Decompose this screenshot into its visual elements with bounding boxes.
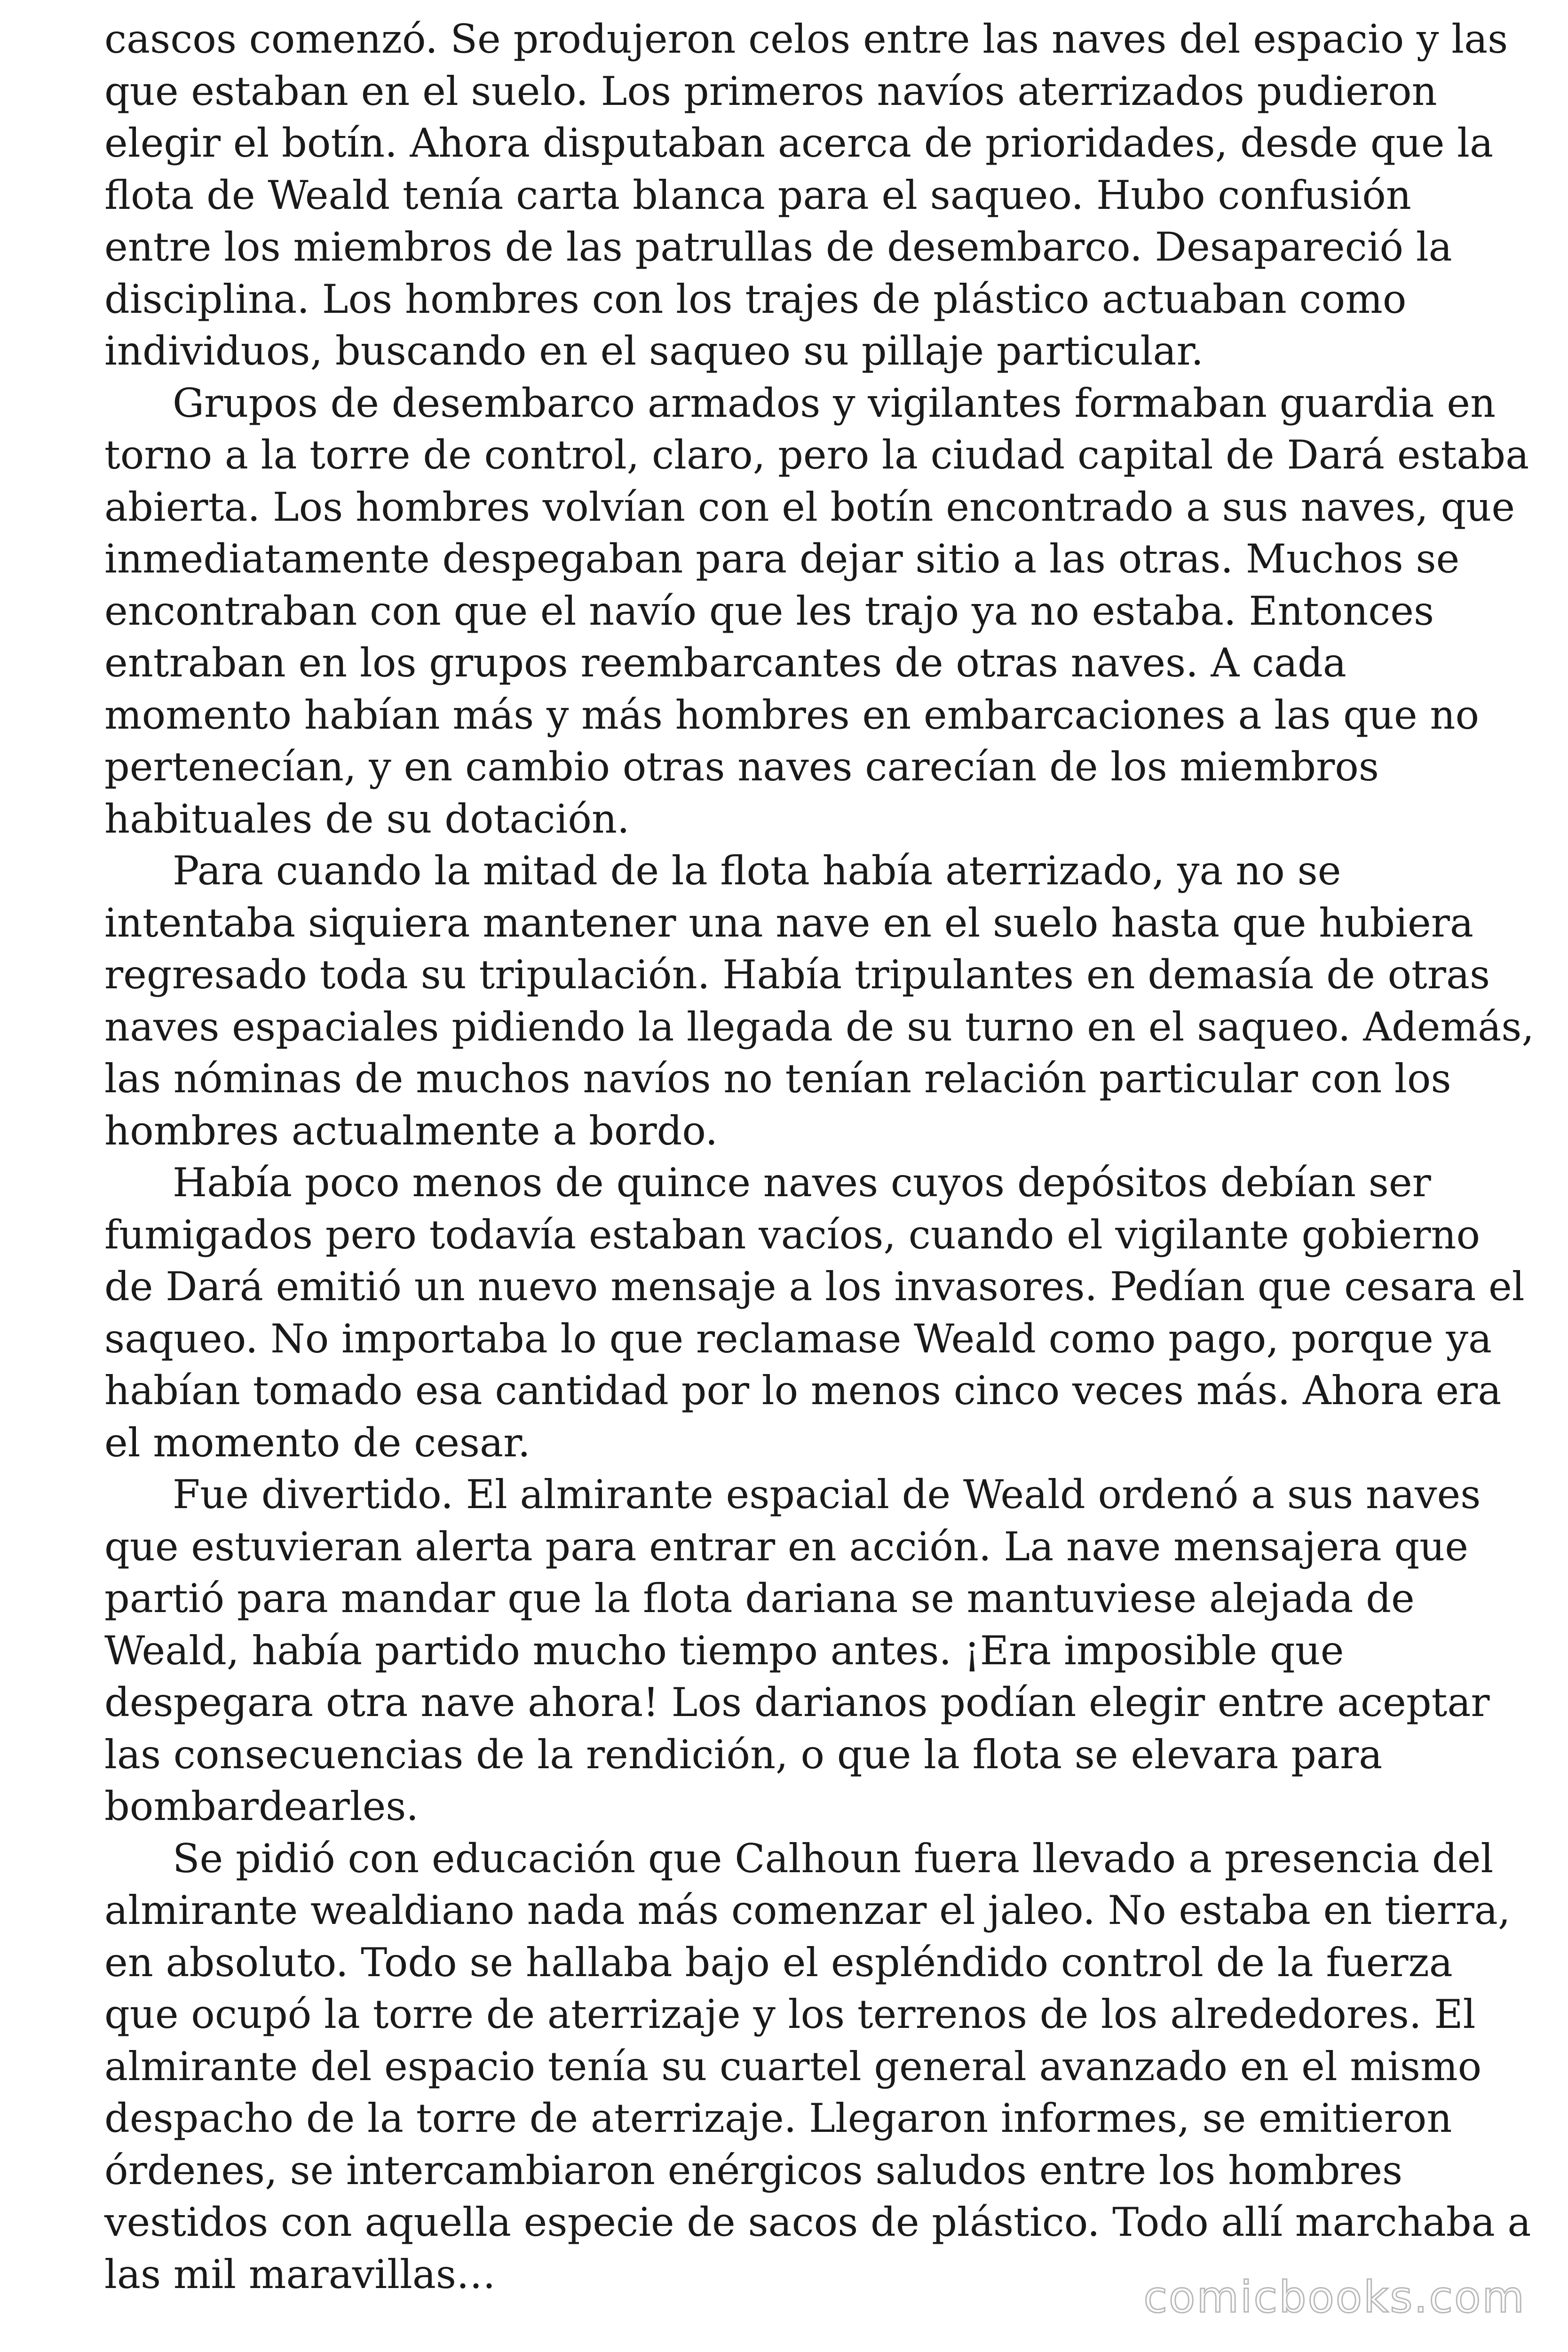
text-line: torno a la torre de control, claro, pero la ciudad capital de Dará estaba: [104, 432, 1529, 478]
text-line: Grupos de desembarco armados y vigilantes formaban guardia en: [173, 380, 1496, 426]
text-line: habían tomado esa cantidad por lo menos cinco veces más. Ahora era: [104, 1367, 1502, 1414]
text-line: entraban en los grupos reembarcantes de otras naves. A cada: [104, 640, 1346, 686]
text-line: de Dará emitió un nuevo mensaje a los invasores. Pedían que cesara el: [104, 1263, 1525, 1310]
text-line: que estaban en el suelo. Los primeros navíos aterrizados pudieron: [104, 68, 1437, 114]
watermark: comicbooks.com: [1143, 2272, 1526, 2322]
text-line: vestidos con aquella especie de sacos de plástico. Todo allí marchaba a: [104, 2199, 1531, 2245]
text-line: individuos, buscando en el saqueo su pillaje particular.: [104, 328, 1204, 374]
text-line: entre los miembros de las patrullas de desembarco. Desapareció la: [104, 224, 1452, 270]
text-line: elegir el botín. Ahora disputaban acerca de prioridades, desde que la: [104, 120, 1494, 166]
paragraph-2: [104, 377, 1529, 845]
text-line: que ocupó la torre de aterrizaje y los terrenos de los alrededores. El: [104, 1991, 1476, 2037]
text-line: momento habían más y más hombres en embarcaciones a las que no: [104, 691, 1480, 738]
text-line: despacho de la torre de aterrizaje. Llegaron informes, se emitieron: [104, 2095, 1452, 2141]
text-line: bombardearles.: [104, 1783, 419, 1829]
text-line: el momento de cesar.: [104, 1419, 531, 1466]
text-line: en absoluto. Todo se hallaba bajo el espléndido control de la fuerza: [104, 1939, 1453, 1986]
text-line: Fue divertido. El almirante espacial de Weald ordenó a sus naves: [173, 1471, 1481, 1518]
paragraph-6: [104, 1833, 1531, 2301]
text-line: almirante wealdiano nada más comenzar el jaleo. No estaba en tierra,: [104, 1887, 1511, 1933]
text-line: saqueo. No importaba lo que reclamase Weald como pago, porque ya: [104, 1315, 1492, 1362]
text-line: almirante del espacio tenía su cuartel general avanzado en el mismo: [104, 2043, 1482, 2090]
paragraph-1: [104, 13, 1508, 377]
text-line: Había poco menos de quince naves cuyos depósitos debían ser: [173, 1160, 1431, 1206]
paragraph-5: [104, 1469, 1490, 1833]
text-line: habituales de su dotación.: [104, 795, 630, 842]
text-line: despegara otra nave ahora! Los darianos podían elegir entre aceptar: [104, 1679, 1490, 1725]
text-line: naves espaciales pidiendo la llegada de su turno en el saqueo. Además,: [104, 1003, 1535, 1050]
text-line: Para cuando la mitad de la flota había aterrizado, ya no se: [173, 848, 1341, 894]
text-line: disciplina. Los hombres con los trajes de plástico actuaban como: [104, 276, 1407, 322]
text-line: las mil maravillas…: [104, 2251, 496, 2297]
text-line: inmediatamente despegaban para dejar sitio a las otras. Muchos se: [104, 536, 1460, 582]
text-line: Weald, había partido mucho tiempo antes. ¡Era imposible que: [104, 1627, 1344, 1674]
text-line: que estuvieran alerta para entrar en acción. La nave mensajera que: [104, 1523, 1468, 1570]
paragraph-4: [104, 1157, 1525, 1469]
text-line: abierta. Los hombres volvían con el botín encontrado a sus naves, que: [104, 484, 1515, 530]
text-line: órdenes, se intercambiaron enérgicos saludos entre los hombres: [104, 2147, 1403, 2193]
text-line: Se pidió con educación que Calhoun fuera llevado a presencia del: [173, 1835, 1494, 1882]
text-line: intentaba siquiera mantener una nave en el suelo hasta que hubiera: [104, 899, 1474, 946]
text-line: encontraban con que el navío que les trajo ya no estaba. Entonces: [104, 588, 1434, 634]
text-line: pertenecían, y en cambio otras naves carecían de los miembros: [104, 744, 1379, 790]
text-line: regresado toda su tripulación. Había tripulantes en demasía de otras: [104, 952, 1490, 998]
text-line: flota de Weald tenía carta blanca para el saqueo. Hubo confusión: [104, 172, 1411, 218]
text-line: las nóminas de muchos navíos no tenían relación particular con los: [104, 1056, 1451, 1102]
paragraph-3: [104, 845, 1535, 1157]
text-line: partió para mandar que la flota dariana se mantuviese alejada de: [104, 1575, 1415, 1621]
text-line: fumigados pero todavía estaban vacíos, cuando el vigilante gobierno: [104, 1211, 1481, 1258]
text-line: cascos comenzó. Se produjeron celos entre las naves del espacio y las: [104, 16, 1508, 62]
text-line: las consecuencias de la rendición, o que la flota se elevara para: [104, 1731, 1383, 1778]
text-line: hombres actualmente a bordo.: [104, 1107, 718, 1154]
